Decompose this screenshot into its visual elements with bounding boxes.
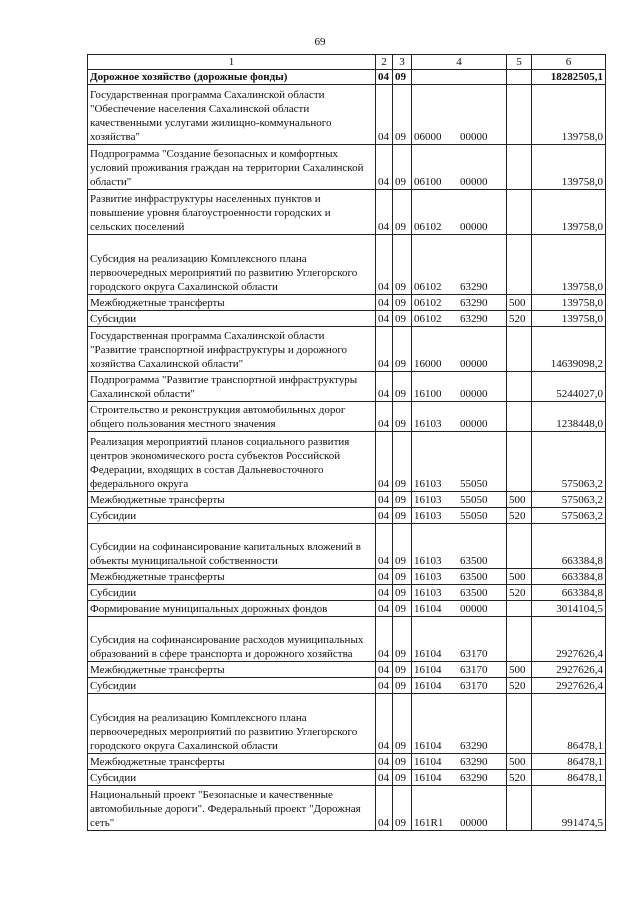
row-subsection-cell: 09 [393, 569, 412, 585]
row-subsection-cell: 09 [393, 235, 412, 295]
row-subsection-cell: 09 [393, 295, 412, 311]
col-header-target: 4 [412, 55, 507, 70]
row-expense-type-cell [507, 617, 532, 662]
table-row [88, 190, 606, 235]
target-program-code: 06100 [414, 176, 442, 188]
target-program-code: 16103 [414, 478, 442, 490]
target-program-code: 16104 [414, 740, 442, 752]
row-section-cell: 04 [376, 569, 393, 585]
row-target-cell [412, 569, 507, 585]
row-section-cell: 04 [376, 585, 393, 601]
target-direction-code: 00000 [460, 131, 488, 143]
row-section-cell: 04 [376, 145, 393, 190]
row-target-cell [412, 372, 507, 402]
row-subsection-cell: 09 [393, 601, 412, 617]
target-direction-code: 00000 [460, 603, 488, 615]
table-row [88, 678, 606, 694]
row-target-cell [412, 235, 507, 295]
row-section-cell: 04 [376, 770, 393, 786]
row-subsection-cell: 09 [393, 311, 412, 327]
row-amount-cell: 991474,5 [532, 786, 606, 831]
target-direction-code: 00000 [460, 176, 488, 188]
table-row [88, 327, 606, 372]
row-section-cell: 04 [376, 786, 393, 831]
row-name-cell: Реализация мероприятий планов социального развития центров экономического роста субъектов Российской Федерации, входящих в состав Дальневосточного федерального округа [88, 432, 376, 492]
target-direction-code: 55050 [460, 478, 488, 490]
row-amount-cell: 5244027,0 [532, 372, 606, 402]
row-section-cell: 04 [376, 295, 393, 311]
table-row [88, 235, 606, 295]
row-amount-cell: 139758,0 [532, 190, 606, 235]
row-name-cell: Субсидии [88, 508, 376, 524]
table-row [88, 601, 606, 617]
table-row [88, 70, 606, 85]
table-row [88, 617, 606, 662]
row-name-cell: Межбюджетные трансферты [88, 295, 376, 311]
row-subsection-cell: 09 [393, 372, 412, 402]
target-direction-code: 63290 [460, 740, 488, 752]
row-target-cell [412, 145, 507, 190]
row-amount-cell: 575063,2 [532, 508, 606, 524]
header-row [88, 55, 606, 70]
row-expense-type-cell [507, 432, 532, 492]
row-target-cell [412, 770, 507, 786]
target-direction-code: 63290 [460, 281, 488, 293]
row-amount-cell: 139758,0 [532, 311, 606, 327]
row-target-cell [412, 85, 507, 145]
target-direction-code: 00000 [460, 358, 488, 370]
row-target-cell [412, 492, 507, 508]
row-expense-type-cell: 500 [507, 295, 532, 311]
target-program-code: 16104 [414, 664, 442, 676]
table-row [88, 145, 606, 190]
row-amount-cell: 663384,8 [532, 569, 606, 585]
row-subsection-cell: 09 [393, 678, 412, 694]
row-target-cell [412, 311, 507, 327]
row-name-cell: Межбюджетные трансферты [88, 569, 376, 585]
col-header-section: 2 [376, 55, 393, 70]
target-program-code: 16103 [414, 418, 442, 430]
row-subsection-cell: 09 [393, 70, 412, 85]
row-amount-cell: 3014104,5 [532, 601, 606, 617]
row-subsection-cell: 09 [393, 662, 412, 678]
target-program-code: 16103 [414, 587, 442, 599]
row-name-cell: Дорожное хозяйство (дорожные фонды) [88, 70, 376, 85]
row-expense-type-cell: 500 [507, 569, 532, 585]
row-amount-cell: 139758,0 [532, 145, 606, 190]
row-section-cell: 04 [376, 601, 393, 617]
row-section-cell: 04 [376, 432, 393, 492]
row-subsection-cell: 09 [393, 585, 412, 601]
target-program-code: 06102 [414, 297, 442, 309]
table-row [88, 754, 606, 770]
row-expense-type-cell [507, 70, 532, 85]
table-row [88, 311, 606, 327]
row-target-cell [412, 754, 507, 770]
row-expense-type-cell [507, 235, 532, 295]
row-subsection-cell: 09 [393, 492, 412, 508]
row-subsection-cell: 09 [393, 402, 412, 432]
row-subsection-cell: 09 [393, 694, 412, 754]
table-row [88, 770, 606, 786]
target-direction-code: 55050 [460, 510, 488, 522]
target-direction-code: 55050 [460, 494, 488, 506]
row-expense-type-cell [507, 402, 532, 432]
row-subsection-cell: 09 [393, 327, 412, 372]
row-name-cell: Субсидии [88, 311, 376, 327]
target-direction-code: 63290 [460, 772, 488, 784]
row-expense-type-cell: 520 [507, 508, 532, 524]
row-amount-cell: 2927626,4 [532, 678, 606, 694]
row-amount-cell: 663384,8 [532, 585, 606, 601]
row-target-cell [412, 508, 507, 524]
row-target-cell [412, 327, 507, 372]
col-header-subsection: 3 [393, 55, 412, 70]
target-program-code: 16104 [414, 648, 442, 660]
target-direction-code: 63290 [460, 756, 488, 768]
page-number: 69 [314, 36, 326, 48]
table-row [88, 524, 606, 569]
row-expense-type-cell [507, 190, 532, 235]
target-program-code: 06000 [414, 131, 442, 143]
target-direction-code: 63290 [460, 313, 488, 325]
row-name-cell: Субсидия на реализацию Комплексного плана первоочередных мероприятий по развитию Углегорского городского округа Сахалинской области [88, 235, 376, 295]
row-target-cell [412, 694, 507, 754]
row-amount-cell: 2927626,4 [532, 662, 606, 678]
row-expense-type-cell [507, 85, 532, 145]
table-row [88, 569, 606, 585]
row-expense-type-cell: 500 [507, 662, 532, 678]
target-program-code: 06102 [414, 313, 442, 325]
target-program-code: 16103 [414, 555, 442, 567]
row-expense-type-cell: 520 [507, 585, 532, 601]
col-header-name: 1 [88, 55, 376, 70]
row-target-cell [412, 190, 507, 235]
row-name-cell: Субсидии [88, 678, 376, 694]
row-section-cell: 04 [376, 617, 393, 662]
row-subsection-cell: 09 [393, 432, 412, 492]
row-name-cell: Формирование муниципальных дорожных фондов [88, 601, 376, 617]
target-program-code: 16104 [414, 680, 442, 692]
table-row [88, 492, 606, 508]
row-subsection-cell: 09 [393, 85, 412, 145]
row-expense-type-cell [507, 786, 532, 831]
target-program-code: 16104 [414, 603, 442, 615]
row-section-cell: 04 [376, 694, 393, 754]
row-target-cell [412, 585, 507, 601]
row-expense-type-cell [507, 372, 532, 402]
row-expense-type-cell [507, 145, 532, 190]
row-amount-cell: 663384,8 [532, 524, 606, 569]
row-name-cell: Национальный проект "Безопасные и качественные автомобильные дороги". Федеральный проект "Дорожная сеть" [88, 786, 376, 831]
row-target-cell [412, 678, 507, 694]
table-row [88, 694, 606, 754]
table-row [88, 402, 606, 432]
row-amount-cell: 14639098,2 [532, 327, 606, 372]
target-direction-code: 63170 [460, 648, 488, 660]
row-target-cell [412, 662, 507, 678]
row-amount-cell: 575063,2 [532, 432, 606, 492]
row-subsection-cell: 09 [393, 754, 412, 770]
row-target-cell [412, 601, 507, 617]
table-row [88, 295, 606, 311]
row-subsection-cell: 09 [393, 617, 412, 662]
target-direction-code: 63170 [460, 664, 488, 676]
row-name-cell: Государственная программа Сахалинской области "Обеспечение населения Сахалинской области качественными услугами жилищно-коммунального хозяйства" [88, 85, 376, 145]
row-section-cell: 04 [376, 85, 393, 145]
target-direction-code: 63500 [460, 555, 488, 567]
row-expense-type-cell [507, 524, 532, 569]
row-amount-cell: 18282505,1 [532, 70, 606, 85]
row-section-cell: 04 [376, 524, 393, 569]
row-section-cell: 04 [376, 235, 393, 295]
target-program-code: 16103 [414, 571, 442, 583]
row-amount-cell: 139758,0 [532, 295, 606, 311]
row-subsection-cell: 09 [393, 508, 412, 524]
row-name-cell: Государственная программа Сахалинской области "Развитие транспортной инфраструктуры и дорожного хозяйства Сахалинской области" [88, 327, 376, 372]
row-name-cell: Строительство и реконструкция автомобильных дорог общего пользования местного значения [88, 402, 376, 432]
row-amount-cell: 86478,1 [532, 694, 606, 754]
table-row [88, 85, 606, 145]
row-name-cell: Субсидия на реализацию Комплексного плана первоочередных мероприятий по развитию Углегорского городского округа Сахалинской области [88, 694, 376, 754]
row-expense-type-cell [507, 601, 532, 617]
row-name-cell: Субсидии на софинансирование капитальных вложений в объекты муниципальной собственности [88, 524, 376, 569]
row-section-cell: 04 [376, 662, 393, 678]
target-direction-code: 63500 [460, 587, 488, 599]
col-header-type: 5 [507, 55, 532, 70]
row-target-cell [412, 524, 507, 569]
row-section-cell: 04 [376, 492, 393, 508]
row-expense-type-cell: 500 [507, 492, 532, 508]
row-target-cell [412, 70, 507, 85]
table-row [88, 372, 606, 402]
row-amount-cell: 139758,0 [532, 235, 606, 295]
row-section-cell: 04 [376, 402, 393, 432]
row-section-cell: 04 [376, 508, 393, 524]
row-expense-type-cell [507, 327, 532, 372]
target-direction-code: 63290 [460, 297, 488, 309]
table-row [88, 585, 606, 601]
row-expense-type-cell: 520 [507, 311, 532, 327]
row-section-cell: 04 [376, 311, 393, 327]
row-name-cell: Субсидии [88, 585, 376, 601]
row-expense-type-cell [507, 694, 532, 754]
row-name-cell: Развитие инфраструктуры населенных пунктов и повышение уровня благоустроенности городских и сельских поселений [88, 190, 376, 235]
target-program-code: 16000 [414, 358, 442, 370]
target-program-code: 16100 [414, 388, 442, 400]
row-section-cell: 04 [376, 70, 393, 85]
budget-table [87, 54, 606, 831]
target-direction-code: 00000 [460, 221, 488, 233]
table-row [88, 508, 606, 524]
row-subsection-cell: 09 [393, 145, 412, 190]
row-name-cell: Межбюджетные трансферты [88, 754, 376, 770]
row-expense-type-cell: 520 [507, 678, 532, 694]
target-program-code: 161R1 [414, 817, 444, 829]
row-target-cell [412, 432, 507, 492]
row-amount-cell: 86478,1 [532, 770, 606, 786]
table-row [88, 662, 606, 678]
target-program-code: 16103 [414, 510, 442, 522]
row-expense-type-cell: 520 [507, 770, 532, 786]
row-name-cell: Субсидия на софинансирование расходов муниципальных образований в сфере транспорта и дорожного хозяйства [88, 617, 376, 662]
table-row [88, 786, 606, 831]
table-row [88, 432, 606, 492]
row-section-cell: 04 [376, 190, 393, 235]
row-target-cell [412, 617, 507, 662]
row-target-cell [412, 402, 507, 432]
target-program-code: 16104 [414, 772, 442, 784]
row-subsection-cell: 09 [393, 770, 412, 786]
row-name-cell: Межбюджетные трансферты [88, 662, 376, 678]
row-target-cell [412, 786, 507, 831]
row-section-cell: 04 [376, 372, 393, 402]
target-program-code: 06102 [414, 281, 442, 293]
row-name-cell: Субсидии [88, 770, 376, 786]
target-direction-code: 00000 [460, 418, 488, 430]
target-direction-code: 63500 [460, 571, 488, 583]
row-subsection-cell: 09 [393, 786, 412, 831]
row-amount-cell: 1238448,0 [532, 402, 606, 432]
row-section-cell: 04 [376, 678, 393, 694]
row-name-cell: Подпрограмма "Развитие транспортной инфраструктуры Сахалинской области" [88, 372, 376, 402]
target-direction-code: 00000 [460, 388, 488, 400]
col-header-amount: 6 [532, 55, 606, 70]
target-direction-code: 00000 [460, 817, 488, 829]
row-amount-cell: 2927626,4 [532, 617, 606, 662]
row-subsection-cell: 09 [393, 524, 412, 569]
row-section-cell: 04 [376, 754, 393, 770]
row-amount-cell: 86478,1 [532, 754, 606, 770]
row-name-cell: Межбюджетные трансферты [88, 492, 376, 508]
row-amount-cell: 575063,2 [532, 492, 606, 508]
row-subsection-cell: 09 [393, 190, 412, 235]
row-name-cell: Подпрограмма "Создание безопасных и комфортных условий проживания граждан на территории Сахалинской области" [88, 145, 376, 190]
row-amount-cell: 139758,0 [532, 85, 606, 145]
row-section-cell: 04 [376, 327, 393, 372]
row-target-cell [412, 295, 507, 311]
target-program-code: 06102 [414, 221, 442, 233]
row-expense-type-cell: 500 [507, 754, 532, 770]
target-program-code: 16103 [414, 494, 442, 506]
target-program-code: 16104 [414, 756, 442, 768]
target-direction-code: 63170 [460, 680, 488, 692]
